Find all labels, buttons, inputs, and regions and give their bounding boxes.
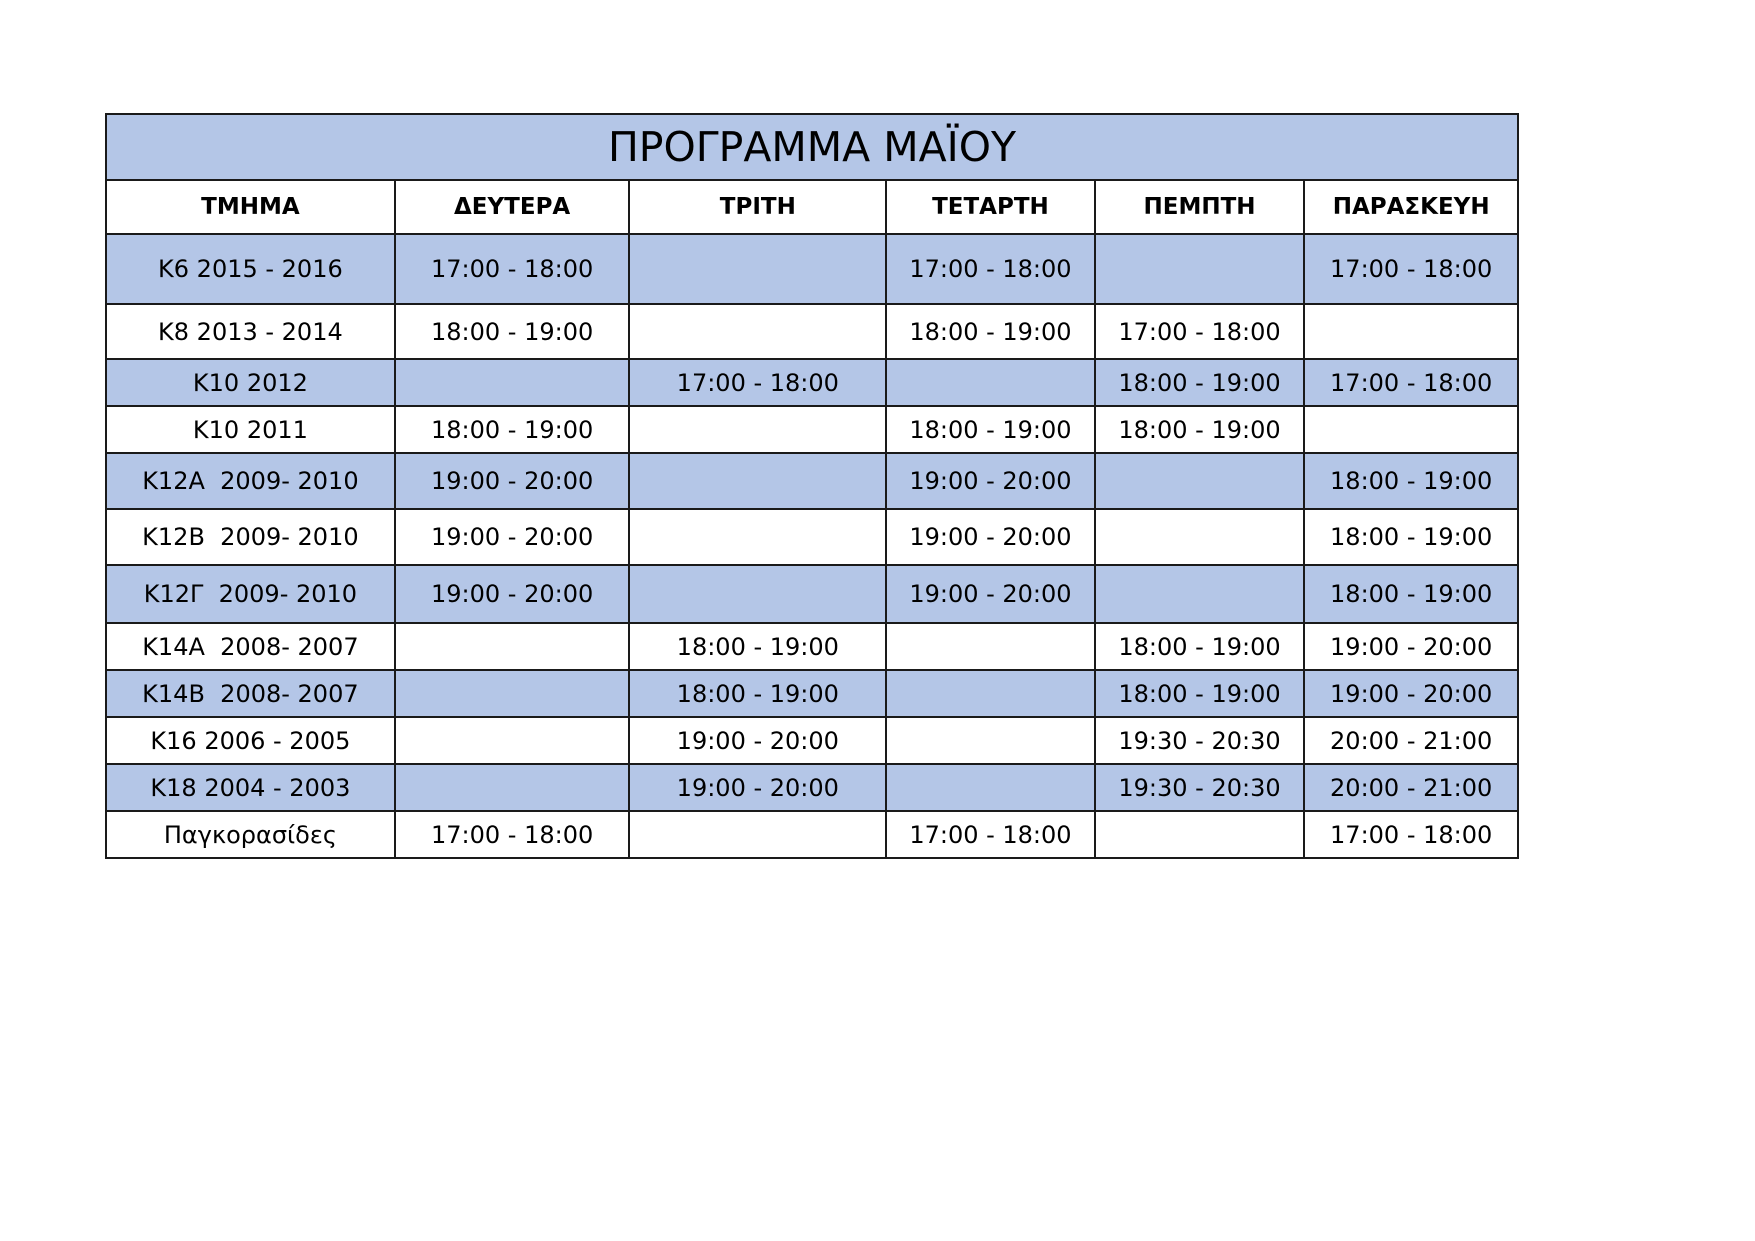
- group-cell: Κ10 2011: [106, 406, 395, 453]
- group-cell: Κ12Α 2009- 2010: [106, 453, 395, 509]
- wednesday-cell: 19:00 - 20:00: [886, 565, 1095, 623]
- monday-cell: [395, 623, 630, 670]
- group-cell: Κ10 2012: [106, 359, 395, 406]
- wednesday-cell: 17:00 - 18:00: [886, 234, 1095, 304]
- friday-cell: 20:00 - 21:00: [1304, 717, 1518, 764]
- table-row: [106, 811, 1518, 858]
- friday-cell: 17:00 - 18:00: [1304, 811, 1518, 858]
- thursday-cell: 19:30 - 20:30: [1095, 764, 1305, 811]
- group-cell: Κ8 2013 - 2014: [106, 304, 395, 359]
- table-row: [106, 509, 1518, 565]
- table-row: [106, 717, 1518, 764]
- table-row: [106, 623, 1518, 670]
- friday-cell: 18:00 - 19:00: [1304, 509, 1518, 565]
- table-row: [106, 304, 1518, 359]
- schedule-table: [105, 113, 1519, 859]
- monday-cell: 17:00 - 18:00: [395, 234, 630, 304]
- monday-cell: [395, 670, 630, 717]
- wednesday-cell: 18:00 - 19:00: [886, 304, 1095, 359]
- monday-cell: 18:00 - 19:00: [395, 406, 630, 453]
- table-row: [106, 359, 1518, 406]
- monday-cell: 18:00 - 19:00: [395, 304, 630, 359]
- tuesday-cell: 17:00 - 18:00: [629, 359, 886, 406]
- wednesday-cell: [886, 623, 1095, 670]
- group-cell: Παγκορασίδες: [106, 811, 395, 858]
- monday-cell: [395, 717, 630, 764]
- column-header-wednesday: ΤΕΤΑΡΤΗ: [886, 180, 1095, 234]
- tuesday-cell: 19:00 - 20:00: [629, 764, 886, 811]
- group-cell: Κ14Α 2008- 2007: [106, 623, 395, 670]
- friday-cell: 19:00 - 20:00: [1304, 623, 1518, 670]
- group-cell: Κ12Β 2009- 2010: [106, 509, 395, 565]
- column-header-row: [106, 180, 1518, 234]
- friday-cell: 19:00 - 20:00: [1304, 670, 1518, 717]
- wednesday-cell: 19:00 - 20:00: [886, 509, 1095, 565]
- friday-cell: [1304, 304, 1518, 359]
- wednesday-cell: 17:00 - 18:00: [886, 811, 1095, 858]
- table-row: [106, 565, 1518, 623]
- friday-cell: 17:00 - 18:00: [1304, 234, 1518, 304]
- thursday-cell: 18:00 - 19:00: [1095, 623, 1305, 670]
- monday-cell: 19:00 - 20:00: [395, 565, 630, 623]
- thursday-cell: 19:30 - 20:30: [1095, 717, 1305, 764]
- tuesday-cell: 18:00 - 19:00: [629, 670, 886, 717]
- column-header-tuesday: ΤΡΙΤΗ: [629, 180, 886, 234]
- monday-cell: [395, 764, 630, 811]
- table-row: [106, 234, 1518, 304]
- column-header-monday: ΔΕΥΤΕΡΑ: [395, 180, 630, 234]
- wednesday-cell: [886, 717, 1095, 764]
- wednesday-cell: [886, 359, 1095, 406]
- monday-cell: 17:00 - 18:00: [395, 811, 630, 858]
- wednesday-cell: 19:00 - 20:00: [886, 453, 1095, 509]
- group-cell: Κ14Β 2008- 2007: [106, 670, 395, 717]
- thursday-cell: [1095, 453, 1305, 509]
- tuesday-cell: [629, 565, 886, 623]
- tuesday-cell: 19:00 - 20:00: [629, 717, 886, 764]
- monday-cell: [395, 359, 630, 406]
- friday-cell: 18:00 - 19:00: [1304, 565, 1518, 623]
- tuesday-cell: [629, 509, 886, 565]
- group-cell: Κ16 2006 - 2005: [106, 717, 395, 764]
- monday-cell: 19:00 - 20:00: [395, 453, 630, 509]
- column-header-friday: ΠΑΡΑΣΚΕΥΗ: [1304, 180, 1518, 234]
- group-cell: Κ6 2015 - 2016: [106, 234, 395, 304]
- friday-cell: 18:00 - 19:00: [1304, 453, 1518, 509]
- group-cell: Κ18 2004 - 2003: [106, 764, 395, 811]
- thursday-cell: [1095, 234, 1305, 304]
- column-header-group: ΤΜΗΜΑ: [106, 180, 395, 234]
- tuesday-cell: [629, 234, 886, 304]
- table-row: [106, 764, 1518, 811]
- table-row: [106, 670, 1518, 717]
- tuesday-cell: [629, 304, 886, 359]
- thursday-cell: 18:00 - 19:00: [1095, 670, 1305, 717]
- thursday-cell: [1095, 509, 1305, 565]
- thursday-cell: 18:00 - 19:00: [1095, 406, 1305, 453]
- wednesday-cell: 18:00 - 19:00: [886, 406, 1095, 453]
- friday-cell: 17:00 - 18:00: [1304, 359, 1518, 406]
- table-body: [106, 234, 1518, 858]
- friday-cell: [1304, 406, 1518, 453]
- group-cell: Κ12Γ 2009- 2010: [106, 565, 395, 623]
- thursday-cell: 17:00 - 18:00: [1095, 304, 1305, 359]
- tuesday-cell: [629, 453, 886, 509]
- tuesday-cell: 18:00 - 19:00: [629, 623, 886, 670]
- monday-cell: 19:00 - 20:00: [395, 509, 630, 565]
- table-row: [106, 406, 1518, 453]
- wednesday-cell: [886, 764, 1095, 811]
- thursday-cell: 18:00 - 19:00: [1095, 359, 1305, 406]
- friday-cell: 20:00 - 21:00: [1304, 764, 1518, 811]
- thursday-cell: [1095, 565, 1305, 623]
- thursday-cell: [1095, 811, 1305, 858]
- table-row: [106, 453, 1518, 509]
- column-header-thursday: ΠΕΜΠΤΗ: [1095, 180, 1305, 234]
- table-title: ΠΡΟΓΡΑΜΜΑ ΜΑΪΟΥ: [106, 114, 1518, 180]
- tuesday-cell: [629, 811, 886, 858]
- tuesday-cell: [629, 406, 886, 453]
- wednesday-cell: [886, 670, 1095, 717]
